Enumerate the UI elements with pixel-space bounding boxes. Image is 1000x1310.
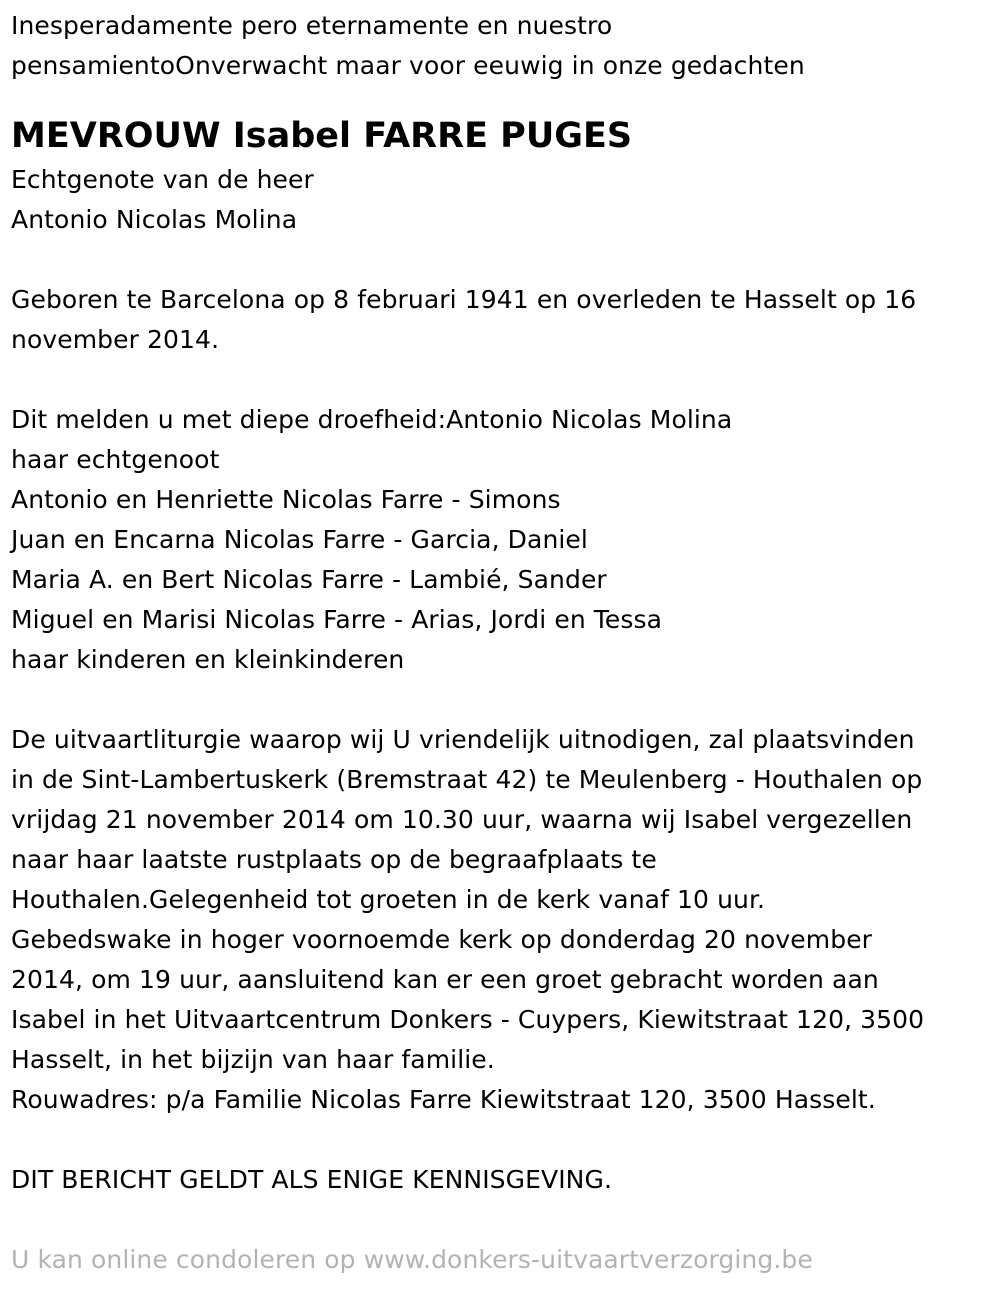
intro-line-2: pensamientoOnverwacht maar voor eeuwig in onze gedachten bbox=[11, 51, 805, 80]
family-line-5: Maria A. en Bert Nicolas Farre - Lambié, Sander bbox=[11, 565, 607, 594]
family-line-6: Miguel en Marisi Nicolas Farre - Arias, Jordi en Tessa bbox=[11, 605, 663, 634]
ceremony-line-9: Hasselt, in het bijzijn van haar familie. bbox=[11, 1045, 495, 1074]
obituary-notice bbox=[11, 6, 991, 1280]
intro-line-1: Inesperadamente pero eternamente en nuestro bbox=[11, 11, 613, 40]
ceremony-line-8: Isabel in het Uitvaartcentrum Donkers - Cuypers, Kiewitstraat 120, 3500 bbox=[11, 1005, 925, 1034]
notice-statement: DIT BERICHT GELDT ALS ENIGE KENNISGEVING. bbox=[11, 1165, 612, 1194]
deceased-name-heading: MEVROUW Isabel FARRE PUGES bbox=[11, 116, 633, 156]
ceremony-line-7: 2014, om 19 uur, aansluitend kan er een groet gebracht worden aan bbox=[11, 965, 879, 994]
family-line-7: haar kinderen en kleinkinderen bbox=[11, 645, 405, 674]
ceremony-line-6: Gebedswake in hoger voornoemde kerk op donderdag 20 november bbox=[11, 925, 873, 954]
mourning-address: Rouwadres: p/a Familie Nicolas Farre Kiewitstraat 120, 3500 Hasselt. bbox=[11, 1085, 876, 1114]
ceremony-line-5: Houthalen.Gelegenheid tot groeten in de kerk vanaf 10 uur. bbox=[11, 885, 766, 914]
spacer bbox=[11, 360, 991, 400]
ceremony-line-2: in de Sint-Lambertuskerk (Bremstraat 42) te Meulenberg - Houthalen op bbox=[11, 765, 923, 794]
spacer bbox=[11, 1120, 991, 1160]
family-line-2: haar echtgenoot bbox=[11, 445, 220, 474]
family-line-3: Antonio en Henriette Nicolas Farre - Simons bbox=[11, 485, 561, 514]
birth-death-line-2: november 2014. bbox=[11, 325, 220, 354]
ceremony-line-4: naar haar laatste rustplaats op de begraafplaats te bbox=[11, 845, 657, 874]
family-line-4: Juan en Encarna Nicolas Farre - Garcia, Daniel bbox=[11, 525, 588, 554]
ceremony-line-1: De uitvaartliturgie waarop wij U vriendelijk uitnodigen, zal plaatsvinden bbox=[11, 725, 915, 754]
family-line-1: Dit melden u met diepe droefheid:Antonio Nicolas Molina bbox=[11, 405, 733, 434]
condolence-link[interactable]: U kan online condoleren op www.donkers-uitvaartverzorging.be bbox=[11, 1245, 813, 1274]
spacer bbox=[11, 240, 991, 280]
spouse-line-2: Antonio Nicolas Molina bbox=[11, 205, 298, 234]
spacer bbox=[11, 680, 991, 720]
ceremony-line-3: vrijdag 21 november 2014 om 10.30 uur, waarna wij Isabel vergezellen bbox=[11, 805, 913, 834]
birth-death-line-1: Geboren te Barcelona op 8 februari 1941 en overleden te Hasselt op 16 bbox=[11, 285, 917, 314]
spouse-line-1: Echtgenote van de heer bbox=[11, 165, 314, 194]
spacer bbox=[11, 1200, 991, 1240]
